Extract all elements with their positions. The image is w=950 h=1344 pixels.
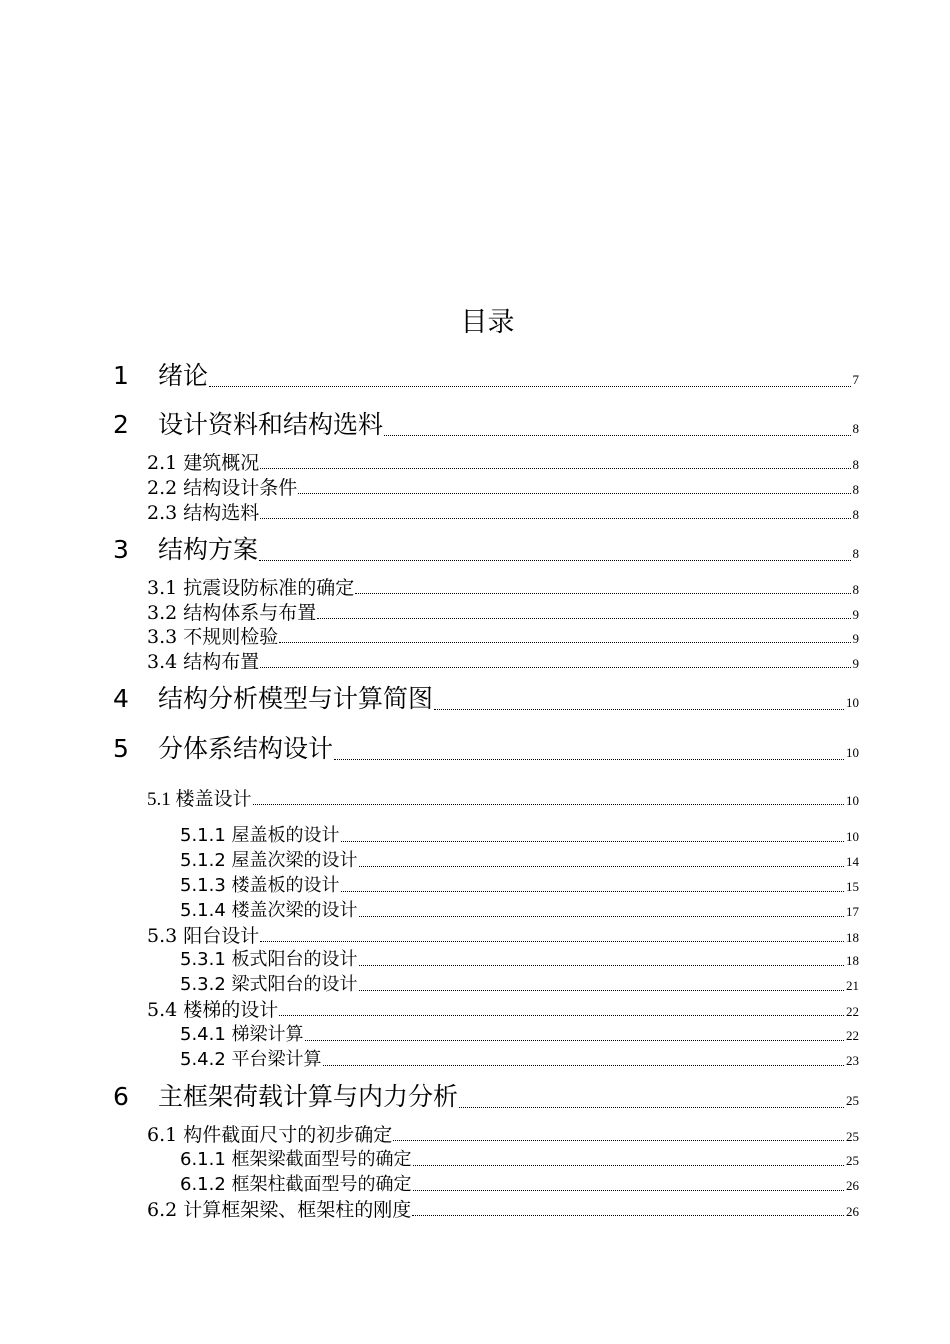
toc-entry-subsection[interactable] — [180, 1020, 859, 1044]
toc-entry-chapter[interactable] — [113, 1077, 859, 1111]
toc-entry-page: 14 — [846, 854, 859, 869]
toc-entry-number: 1 — [113, 361, 129, 390]
toc-entry-section[interactable] — [147, 473, 859, 497]
toc-leader-dots — [384, 435, 850, 436]
toc-leader-dots — [305, 1040, 844, 1041]
toc-leader-dots — [260, 667, 850, 668]
toc-leader-dots — [359, 990, 844, 991]
toc-entry-section[interactable] — [147, 921, 859, 945]
toc-entry-chapter[interactable] — [113, 405, 859, 439]
toc-entry-page: 10 — [846, 829, 859, 844]
toc-entry-page: 26 — [846, 1204, 859, 1219]
toc-entry-subsection[interactable] — [180, 945, 859, 969]
toc-leader-dots — [459, 1107, 844, 1108]
toc-entry-text: 2.1 建筑概况 — [147, 452, 260, 474]
toc-entry-subsection[interactable] — [180, 871, 859, 895]
toc-leader-dots — [341, 891, 844, 892]
toc-entry-chapter[interactable] — [113, 729, 859, 763]
toc-entry-page: 8 — [852, 546, 859, 561]
toc-entry-page: 18 — [846, 953, 859, 968]
toc-entry-section[interactable] — [147, 647, 859, 671]
toc-entry-text: 5.3 阳台设计 — [147, 925, 260, 947]
toc-entry-subsection[interactable] — [180, 970, 859, 994]
toc-leader-dots — [359, 866, 844, 867]
toc-entry-text: 主框架荷载计算与内力分析 — [158, 1082, 459, 1111]
toc-leader-dots — [355, 593, 850, 594]
toc-entry-text: 设计资料和结构选料 — [158, 410, 384, 439]
toc-entry-number: 3 — [113, 535, 129, 564]
toc-entry-page: 8 — [852, 421, 859, 436]
toc-leader-dots — [253, 804, 844, 805]
toc-entry-section[interactable] — [147, 1195, 859, 1219]
toc-entry-page: 25 — [846, 1153, 859, 1168]
toc-leader-dots — [260, 468, 850, 469]
toc-entry-chapter[interactable] — [113, 530, 859, 564]
toc-entry-page: 26 — [846, 1178, 859, 1193]
toc-entry-chapter[interactable] — [113, 356, 859, 390]
toc-leader-dots — [359, 916, 844, 917]
toc-leader-dots — [260, 518, 850, 519]
toc-entry-text: 3.3 不规则检验 — [147, 626, 279, 648]
toc-entry-subsection[interactable] — [180, 1045, 859, 1069]
toc-entry-page: 8 — [852, 457, 859, 472]
toc-leader-dots — [279, 1015, 844, 1016]
toc-entry-page: 7 — [852, 372, 859, 387]
toc-entry-page: 8 — [852, 582, 859, 597]
toc-entry-page: 9 — [852, 631, 859, 646]
toc-entry-page: 17 — [846, 904, 859, 919]
toc-entry-page: 10 — [846, 695, 859, 710]
toc-entry-section[interactable] — [147, 448, 859, 472]
toc-entry-number: 2 — [113, 410, 129, 439]
toc-entry-text: 6.1.2 框架柱截面型号的确定 — [180, 1174, 412, 1195]
toc-entry-number: 5 — [113, 734, 129, 763]
toc-entry-section[interactable] — [147, 498, 859, 522]
toc-entry-number: 6 — [113, 1082, 129, 1111]
toc-entry-text: 5.3.2 梁式阳台的设计 — [180, 974, 358, 995]
toc-entry-text: 3.2 结构体系与布置 — [147, 602, 317, 624]
toc-entry-page: 8 — [852, 507, 859, 522]
toc-leader-dots — [323, 1065, 844, 1066]
toc-entry-text: 绪论 — [158, 361, 209, 390]
toc-entry-page: 10 — [846, 745, 859, 760]
toc-entry-text: 5.4.2 平台梁计算 — [180, 1049, 322, 1070]
toc-entry-page: 10 — [846, 793, 859, 808]
toc-leader-dots — [260, 941, 844, 942]
toc-entry-page: 22 — [846, 1028, 859, 1043]
toc-entry-page: 21 — [846, 978, 859, 993]
toc-entry-text: 5.4.1 梯梁计算 — [180, 1024, 304, 1045]
toc-leader-dots — [209, 386, 850, 387]
toc-entry-text: 5.4 楼梯的设计 — [147, 999, 279, 1021]
toc-entry-text: 5.1.1 屋盖板的设计 — [180, 825, 340, 846]
toc-title: 目录 — [460, 307, 515, 338]
toc-entry-text: 2.3 结构选料 — [147, 502, 260, 524]
toc-entry-text: 结构方案 — [158, 535, 259, 564]
toc-entry-page: 18 — [846, 930, 859, 945]
toc-leader-dots — [359, 965, 844, 966]
toc-entry-subsection[interactable] — [180, 821, 859, 845]
toc-entry-section[interactable] — [147, 573, 859, 597]
toc-entry-page: 15 — [846, 879, 859, 894]
toc-entry-text: 5.1.4 楼盖次梁的设计 — [180, 900, 358, 921]
toc-entry-subsection[interactable] — [180, 846, 859, 870]
toc-leader-dots — [259, 560, 850, 561]
toc-leader-dots — [279, 642, 850, 643]
toc-leader-dots — [393, 1140, 844, 1141]
toc-entry-text: 2.2 结构设计条件 — [147, 477, 298, 499]
toc-entry-number: 4 — [113, 684, 129, 713]
toc-entry-text: 6.1.1 框架梁截面型号的确定 — [180, 1149, 412, 1170]
toc-leader-dots — [341, 841, 844, 842]
toc-entry-text: 5.1.2 屋盖次梁的设计 — [180, 850, 358, 871]
toc-entry-page: 25 — [846, 1129, 859, 1144]
toc-entry-section[interactable] — [147, 995, 859, 1019]
toc-entry-text: 3.1 抗震设防标准的确定 — [147, 577, 355, 599]
toc-entry-text: 6.2 计算框架梁、框架柱的刚度 — [147, 1199, 412, 1221]
toc-entry-subsection[interactable] — [180, 896, 859, 920]
toc-entry-page: 22 — [846, 1004, 859, 1019]
toc-entry-text: 5.1.3 楼盖板的设计 — [180, 875, 340, 896]
toc-entry-page: 9 — [852, 656, 859, 671]
toc-entry-section[interactable] — [147, 622, 859, 646]
toc-leader-dots — [413, 1165, 844, 1166]
toc-entry-text: 5.1 楼盖设计 — [147, 789, 252, 810]
toc-leader-dots — [334, 759, 844, 760]
toc-entry-text: 3.4 结构布置 — [147, 651, 260, 673]
toc-entry-page: 8 — [852, 482, 859, 497]
toc-entry-section[interactable] — [147, 598, 859, 622]
toc-entry-text: 5.3.1 板式阳台的设计 — [180, 949, 358, 970]
toc-leader-dots — [412, 1215, 844, 1216]
toc-leader-dots — [434, 709, 844, 710]
toc-leader-dots — [298, 493, 850, 494]
toc-entry-section[interactable] — [147, 1120, 859, 1144]
toc-entry-text: 结构分析模型与计算简图 — [158, 684, 434, 713]
toc-entry-page: 25 — [846, 1093, 859, 1108]
toc-entry-text: 分体系结构设计 — [158, 734, 334, 763]
toc-entry-subsection[interactable] — [180, 1170, 859, 1194]
toc-entry-page: 9 — [852, 607, 859, 622]
toc-entry-subsection[interactable] — [180, 1145, 859, 1169]
toc-entry-page: 23 — [846, 1053, 859, 1068]
toc-leader-dots — [413, 1190, 844, 1191]
toc-entry-section[interactable] — [147, 784, 859, 808]
toc-entry-text: 6.1 构件截面尺寸的初步确定 — [147, 1124, 393, 1146]
toc-leader-dots — [317, 618, 850, 619]
toc-entry-chapter[interactable] — [113, 679, 859, 713]
